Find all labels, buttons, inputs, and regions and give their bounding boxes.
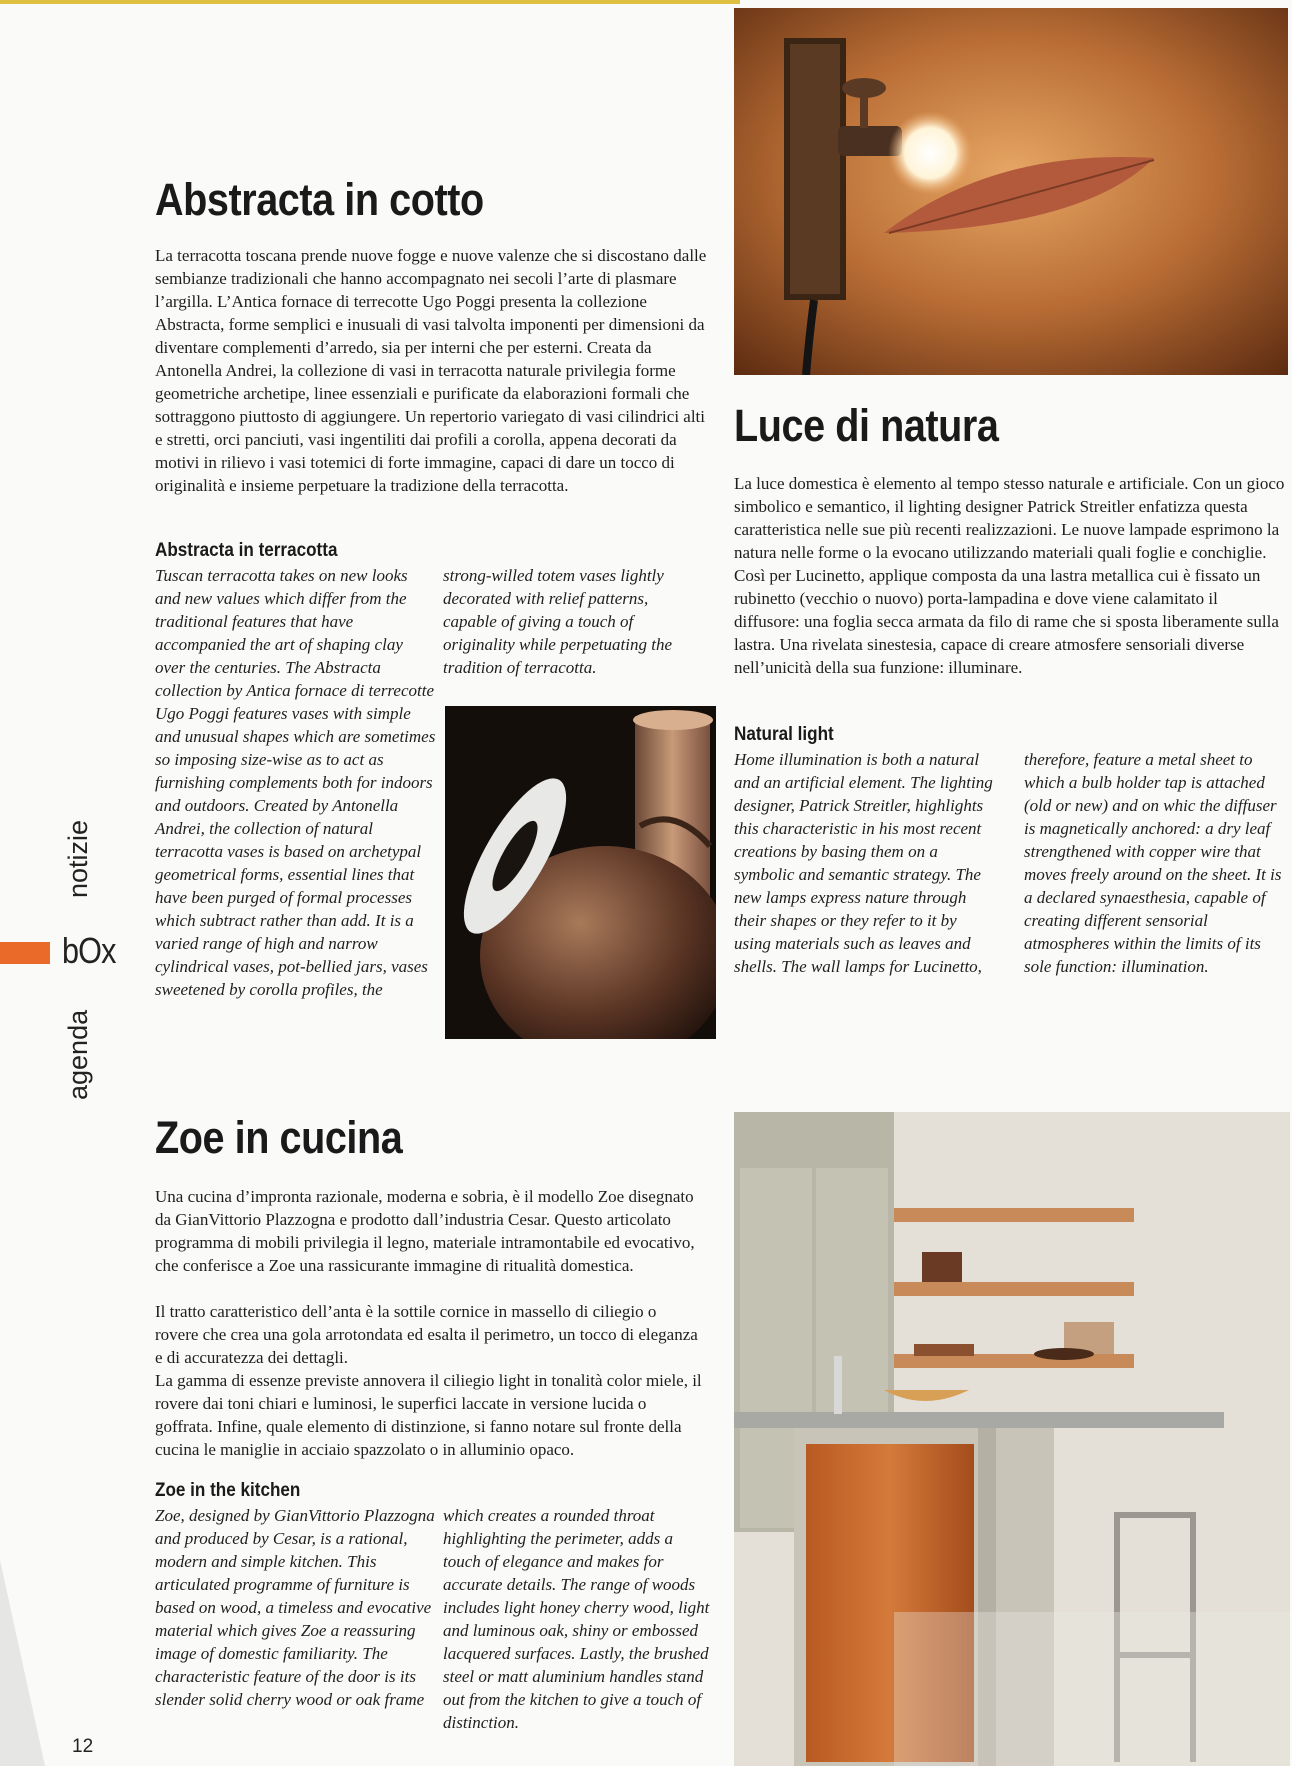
- kitchen-photo: [734, 1112, 1290, 1766]
- page-corner-fold: [0, 1560, 45, 1766]
- wall-lamp-illustration: [734, 8, 1288, 375]
- terracotta-vase-illustration: [445, 706, 716, 1039]
- sidebar-item-box[interactable]: bOx: [62, 930, 116, 971]
- lamp-photo: [734, 8, 1288, 375]
- article2-subtitle-english: Natural light: [734, 724, 834, 745]
- article2-body-english-col2: therefore, feature a metal sheet to which a bulb holder tap is attached (old or new) and on whic the diffuser is magnetically anchored: a dry leaf strengthened with copper wire that moves freely around on the sheet. It is a declared synaesthesia, capable of creating different sensorial atmospheres within the limits of its sole function: illumination.: [1024, 750, 1282, 976]
- top-rule: [0, 0, 740, 4]
- article3-body-italian-p2: Il tratto caratteristico dell’anta è la sottile cornice in massello di ciliegio o rovere che crea una gola arrotondata ed esalta il perimetro, un tocco di eleganza e di accuratezza dei dettagli.: [155, 1302, 698, 1367]
- sidebar-item-notizie[interactable]: notizie: [63, 819, 93, 898]
- kitchen-illustration: [734, 1112, 1290, 1766]
- sidebar-item-agenda[interactable]: agenda: [63, 1009, 93, 1100]
- article3-body-english-col1: Zoe, designed by GianVittorio Plazzogna and produced by Cesar, is a rational, modern and simple kitchen. This articulated programme of furniture is based on wood, a timeless and evocative material which gives Zoe a reassuring image of domestic familiarity. The characteristic feature of the door is its slender solid cherry wood or oak frame: [155, 1506, 435, 1709]
- article1-body-english-col1: Tuscan terracotta takes on new looks and new values which differ from the traditional features that have accompanied the art of shaping clay over the centuries. The Abstracta collection by Antica fornace di terrecotte Ugo Poggi features vases with simple and unusual shapes which are sometimes so imposing size-wise as to act as furnishing complements both for indoors and outdoors. Created by Antonella Andrei, the collection of natural terracotta vases is based on archetypal geometrical forms, essential lines that have been purged of formal processes which subtract rather than add. It is a varied range of high and narrow cylindrical vases, pot-bellied jars, vases sweetened by corolla profiles, the: [155, 566, 436, 999]
- article1-body-italian: La terracotta toscana prende nuove fogge e nuove valenze che si discostano dalle sembianze tradizionali che hanno accompagnato nei secoli l’arte di plasmare l’argilla. L’Antica fornace di terrecotte Ugo Poggi presenta la collezione Abstracta, forme semplici e inusuali di vasi talvolta imponenti per dimensioni da diventare complementi d’arredo, sia per interni che per esterni. Creata da Antonella Andrei, la collezione di vasi in terracotta naturale privilegia forme geometriche archetipe, linee essenziali e purificate da elaborazioni formali che sottraggono piuttosto di aggiungere. Un repertorio variegato di vasi cilindrici alti e stretti, orci panciuti, vasi ingentiliti dai profili a corolla, appena decorati da motivi in rilievo i vasi totemici di forte immagine, capaci di dare un tocco di originalità e insieme perpetuare la tradizione della terracotta.: [155, 246, 707, 495]
- article3-body-italian-p1: Una cucina d’impronta razionale, moderna e sobria, è il modello Zoe disegnato da GianVittorio Plazzogna e prodotto dall’industria Cesar. Questo articolato programma di mobili privilegia il legno, materiale intramontabile ed evocativo, che conferisce a Zoe una rassicurante immagine di ritualità domestica.: [155, 1187, 695, 1275]
- article1-title: Abstracta in cotto: [155, 174, 484, 225]
- article3-title: Zoe in cucina: [155, 1112, 403, 1163]
- article2-body-italian: La luce domestica è elemento al tempo stesso naturale e artificiale. Con un gioco simbolico e semantico, il lighting designer Patrick Streitler enfatizza questa caratteristica nelle sue più recenti realizzazioni. Le nuove lampade esprimono la natura nelle forme o la evocano utilizzando materiali quali foglie e conchiglie. Così per Lucinetto, applique composta da una lastra metallica cui è fissato un rubinetto (vecchio o nuovo) porta-lampadina e dove viene calamitato il diffusore: una foglia secca armata da filo di rame che si sposta liberamente sulla lastra. Una rivelata sinestesia, capace di creare atmosfere sensoriali diverse nell’unicità della sua funzione: illuminare.: [734, 474, 1285, 677]
- article1-body-english-col2: strong-willed totem vases lightly decorated with relief patterns, capable of giving a touch of originality while perpetuating the tradition of terracotta.: [443, 566, 673, 677]
- article3-body-italian-p3: La gamma di essenze previste annovera il ciliegio light in tonalità color miele, il rovere dai toni chiari e luminosi, le superfici laccate in versione lucida o goffrata. Infine, quale elemento di distinzione, si fanno notare sul fronte della cucina le maniglie in acciaio spazzolato o in alluminio opaco.: [155, 1371, 702, 1459]
- article3-subtitle-english: Zoe in the kitchen: [155, 1480, 301, 1501]
- sidebar-active-marker: [0, 942, 50, 964]
- article1-subtitle-english: Abstracta in terracotta: [155, 540, 338, 561]
- article3-body-english-col2: which creates a rounded throat highlighting the perimeter, adds a touch of elegance and makes for accurate details. The range of woods includes light honey cherry wood, light and luminous oak, shiny or embossed lacquered surfaces. Lastly, the brushed steel or matt aluminium handles stand out from the kitchen to give a touch of distinction.: [443, 1506, 710, 1732]
- article2-title: Luce di natura: [734, 400, 999, 451]
- page-number: 12: [72, 1736, 94, 1757]
- article2-body-english-col1: Home illumination is both a natural and an artificial element. The lighting designer, Patrick Streitler, highlights this characteristic in his most recent creations by basing them on a symbolic and semantic strategy. The new lamps express nature through their shapes or they refer to it by using materials such as leaves and shells. The wall lamps for Lucinetto,: [734, 750, 993, 976]
- terracotta-vase-photo: [445, 706, 716, 1039]
